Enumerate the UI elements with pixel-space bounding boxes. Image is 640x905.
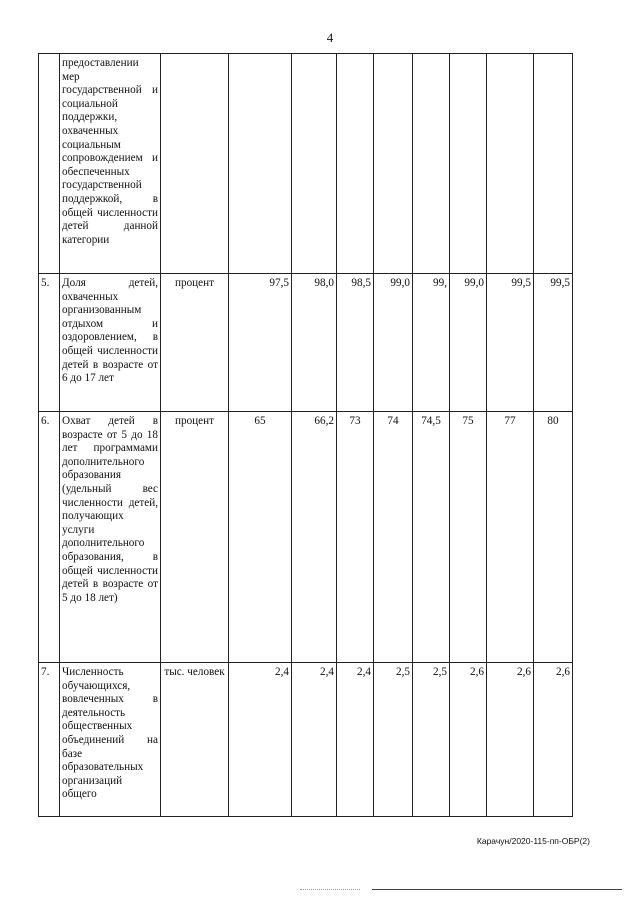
value-cell: 77	[487, 412, 534, 663]
unit-cell: процент	[161, 412, 229, 663]
table-row	[39, 54, 573, 274]
value-cell	[337, 54, 374, 274]
value-cell	[374, 54, 413, 274]
value-cell: 99,0	[374, 274, 413, 412]
value-cell	[534, 54, 573, 274]
row-number: 6.	[39, 412, 60, 663]
indicator-name: Доля детей, охваченных организованным отдыхом и оздоровлением, в общей численности детей в возрасте от 6 до 17 лет	[60, 274, 161, 412]
value-cell: 2,6	[487, 663, 534, 817]
value-cell: 65	[229, 412, 292, 663]
row-number	[39, 54, 60, 274]
unit-cell	[161, 54, 229, 274]
value-cell	[487, 54, 534, 274]
table-row	[39, 274, 573, 412]
indicators-table	[38, 53, 573, 817]
value-cell: 66,2	[292, 412, 337, 663]
value-cell: 98,0	[292, 274, 337, 412]
value-cell: 75	[450, 412, 487, 663]
indicator-name: предоставлении мер государственной и социальной поддержки, охваченных социальным сопровождением и обеспеченных государственной поддержкой, в общей численности детей данной категории	[60, 54, 161, 274]
table-row	[39, 412, 573, 663]
value-cell: 2,4	[337, 663, 374, 817]
value-cell: 2,4	[292, 663, 337, 817]
value-cell	[229, 54, 292, 274]
value-cell: 74	[374, 412, 413, 663]
value-cell: 2,5	[374, 663, 413, 817]
indicator-name: Охват детей в возрасте от 5 до 18 лет программами дополнительного образования (удельный вес численности детей, получающих услуги дополнительного образования, в общей численности детей в возрасте от 5 до 18 лет)	[60, 412, 161, 663]
value-cell: 99,0	[450, 274, 487, 412]
value-cell: 97,5	[229, 274, 292, 412]
value-cell: 99,	[413, 274, 450, 412]
indicator-name: Численность обучающихся, вовлеченных в деятельность общественных объединений на базе образовательных организаций общего	[60, 663, 161, 817]
unit-cell: процент	[161, 274, 229, 412]
value-cell: 99,5	[534, 274, 573, 412]
value-cell: 2,5	[413, 663, 450, 817]
value-cell: 2,6	[534, 663, 573, 817]
value-cell: 2,6	[450, 663, 487, 817]
table-row	[39, 663, 573, 817]
value-cell	[450, 54, 487, 274]
unit-cell: тыс. человек	[161, 663, 229, 817]
value-cell: 80	[534, 412, 573, 663]
value-cell: 98,5	[337, 274, 374, 412]
value-cell: 2,4	[229, 663, 292, 817]
value-cell: 73	[337, 412, 374, 663]
value-cell	[413, 54, 450, 274]
bottom-divider-dotted	[300, 889, 360, 890]
row-number: 7.	[39, 663, 60, 817]
value-cell: 74,5	[413, 412, 450, 663]
document-code: Карачун/2020-115-пп-ОБР(2)	[476, 836, 590, 846]
value-cell	[292, 54, 337, 274]
page-number: 4	[326, 30, 334, 45]
row-number: 5.	[39, 274, 60, 412]
value-cell: 99,5	[487, 274, 534, 412]
bottom-divider	[372, 889, 622, 890]
